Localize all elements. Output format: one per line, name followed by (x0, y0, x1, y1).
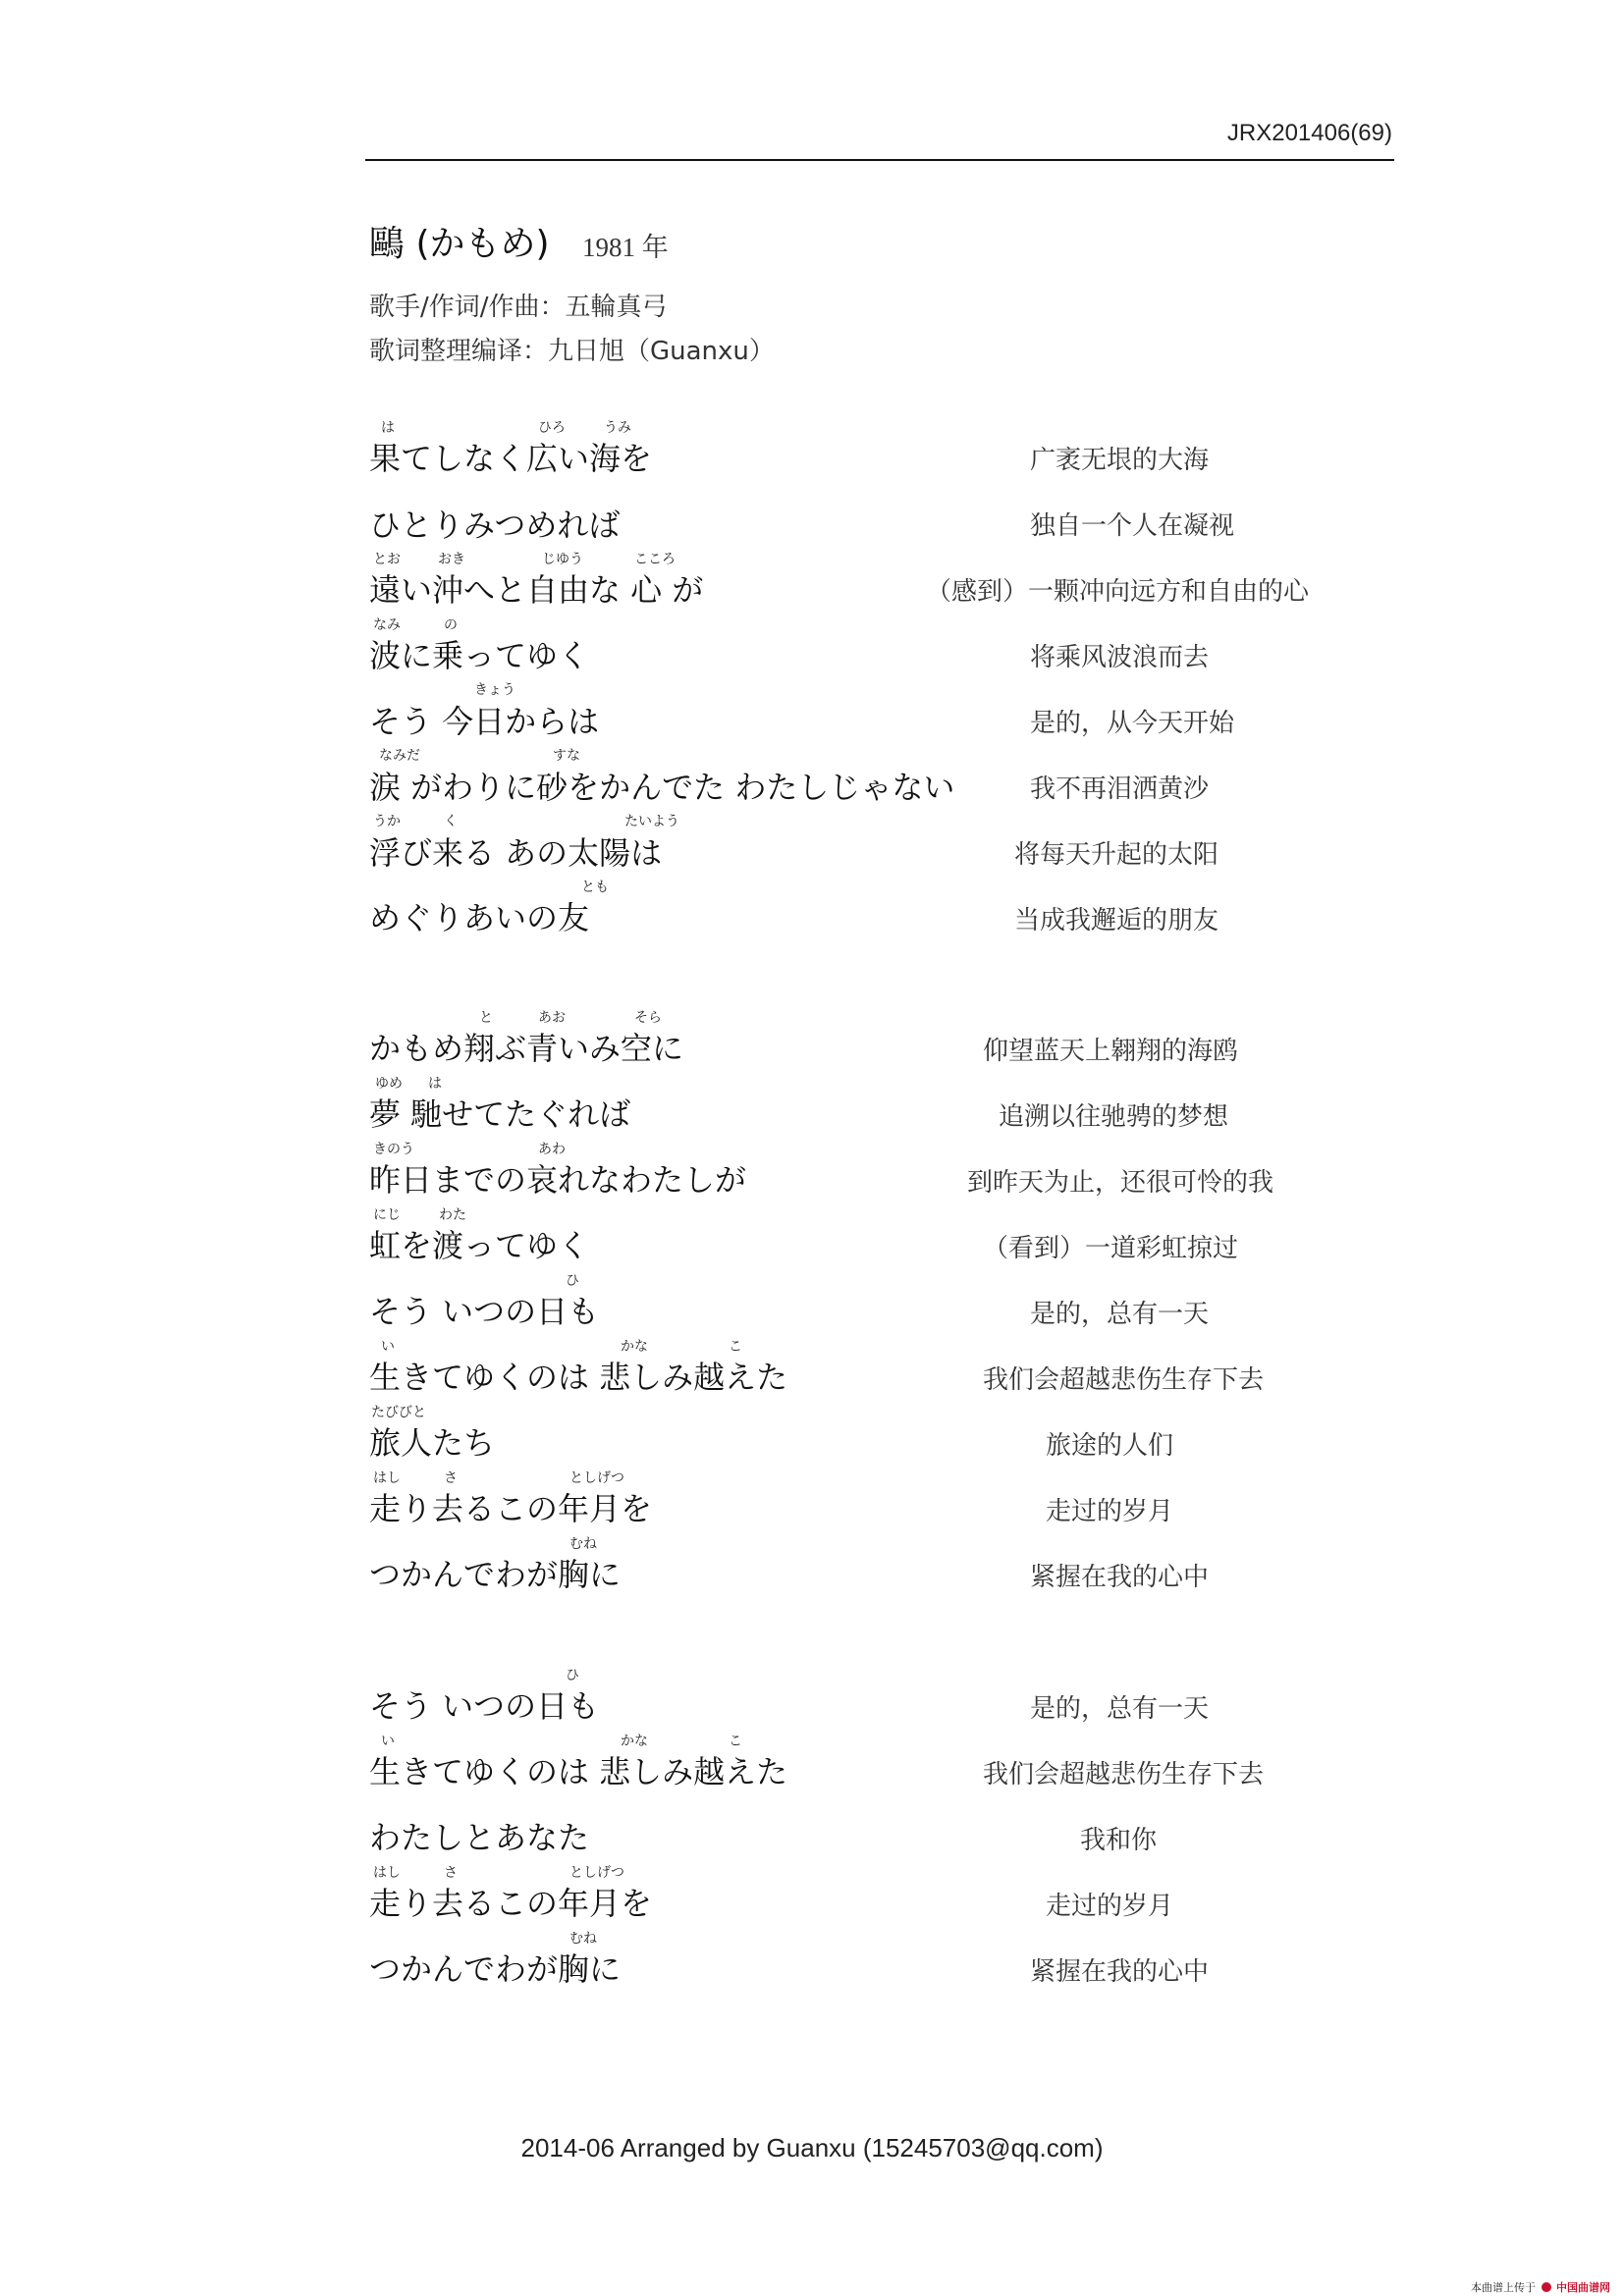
lyric-zh: 我不再泪洒黄沙 (1030, 774, 1210, 804)
lyric-zh: 将每天升起的太阳 (1014, 840, 1219, 870)
lyric-ja: 涙 がわりに砂をかんでた わたしじゃない (369, 769, 955, 806)
lyric-zh: 我们会超越悲伤生存下去 (983, 1365, 1265, 1395)
header-rule (365, 159, 1394, 161)
ruby-annotation: はし (373, 1470, 401, 1486)
lyric-zh: 是的，从今天开始 (1030, 709, 1235, 738)
ruby-annotation: こころ (634, 552, 676, 567)
lyric-zh: 走过的岁月 (1046, 1497, 1174, 1526)
ruby-annotation: むね (569, 1536, 597, 1552)
ruby-annotation: は (428, 1076, 442, 1092)
ruby-annotation: すな (553, 748, 580, 764)
site-logo-icon (1542, 2282, 1551, 2292)
lyric-zh: 我们会超越悲伤生存下去 (983, 1760, 1265, 1789)
lyric-zh: 到昨天为止，还很可怜的我 (967, 1168, 1274, 1198)
ruby-annotation: としげつ (569, 1470, 624, 1486)
ruby-annotation: きのう (373, 1142, 414, 1157)
ruby-annotation: の (444, 617, 458, 633)
ruby-annotation: こ (729, 1339, 742, 1355)
lyric-zh: 独自一个人在凝视 (1030, 511, 1235, 541)
ruby-annotation: じゆう (542, 552, 583, 567)
ruby-annotation: かな (621, 1339, 648, 1355)
lyric-ja: めぐりあいの友 (369, 899, 590, 936)
site-name: 中国曲谱网 (1556, 2281, 1610, 2294)
lyric-ja: そう いつの日も (369, 1293, 600, 1330)
lyric-ja: 昨日までの哀れなわたしが (369, 1161, 747, 1199)
ruby-annotation: としげつ (569, 1865, 624, 1881)
ruby-annotation: さ (444, 1865, 458, 1881)
ruby-annotation: たびびと (371, 1405, 426, 1420)
lyric-ja: 虹を渡ってゆく (369, 1227, 590, 1264)
lyric-ja: 生きてゆくのは 悲しみ越えた (369, 1753, 788, 1790)
ruby-annotation: とお (373, 552, 401, 567)
lyric-zh: 当成我邂逅的朋友 (1014, 906, 1219, 935)
ruby-annotation: なみ (373, 617, 401, 633)
lyric-zh: 广袤无垠的大海 (1030, 446, 1210, 475)
credit-translator: 歌词整理编译：九日旭（Guanxu） (369, 337, 775, 366)
lyric-zh: 紧握在我的心中 (1030, 1563, 1210, 1592)
lyric-ja: そう 今日からは (369, 703, 600, 740)
ruby-annotation: なみだ (379, 748, 420, 764)
ruby-annotation: とも (581, 880, 609, 895)
ruby-annotation: きょう (474, 682, 515, 698)
lyric-zh: 仰望蓝天上翱翔的海鸥 (983, 1037, 1239, 1066)
song-year: 1981 年 (582, 233, 669, 262)
upload-note (1471, 2279, 1610, 2295)
lyric-ja: かもめ翔ぶ青いみ空に (369, 1030, 684, 1067)
lyric-zh: 紧握在我的心中 (1030, 1957, 1210, 1987)
lyric-zh: 旅途的人们 (1046, 1431, 1174, 1461)
song-title: 鷗 (かもめ) (369, 224, 550, 264)
lyric-ja: 旅人たち (369, 1424, 496, 1462)
ruby-annotation: い (381, 1339, 395, 1355)
ruby-annotation: そら (634, 1010, 662, 1026)
lyric-ja: 走り去るこの年月を (369, 1490, 653, 1527)
lyric-ja: そう いつの日も (369, 1687, 600, 1725)
lyric-ja: つかんでわが胸に (369, 1950, 622, 1988)
ruby-annotation: く (444, 814, 458, 829)
lyric-zh: 追溯以往驰骋的梦想 (999, 1102, 1229, 1132)
ruby-annotation: わた (439, 1207, 466, 1223)
ruby-annotation: かな (621, 1734, 648, 1749)
arranged-by-footer: 2014-06 Arranged by Guanxu (15245703@qq.com) (520, 2133, 1104, 2163)
lyric-ja: ひとりみつめれば (369, 507, 621, 544)
lyric-ja: わたしとあなた (369, 1819, 590, 1856)
lyric-ja: 夢 馳せてたぐれば (369, 1095, 631, 1133)
ruby-annotation: にじ (373, 1207, 401, 1223)
ruby-annotation: こ (729, 1734, 742, 1749)
ruby-annotation: たいよう (624, 814, 679, 829)
ruby-annotation: おき (438, 552, 465, 567)
ruby-annotation: うか (373, 814, 401, 829)
lyric-ja: 浮び来る あの太陽は (369, 834, 663, 872)
upload-prefix: 本曲谱上传于 (1471, 2281, 1536, 2294)
lyric-ja: 波に乗ってゆく (369, 637, 590, 674)
ruby-annotation: ひ (566, 1668, 579, 1683)
lyric-ja: 果てしなく広い海を (369, 440, 653, 477)
lyric-zh: （感到）一颗冲向远方和自由的心 (926, 577, 1310, 607)
lyric-ja: つかんでわが胸に (369, 1556, 622, 1593)
lyric-ja: 走り去るこの年月を (369, 1885, 653, 1922)
lyric-zh: 我和你 (1080, 1826, 1158, 1855)
credit-artist: 歌手/作词/作曲：五輪真弓 (369, 293, 668, 322)
lyric-zh: 走过的岁月 (1046, 1892, 1174, 1921)
ruby-annotation: ゆめ (375, 1076, 403, 1092)
ruby-annotation: うみ (604, 420, 631, 436)
lyric-ja: 生きてゆくのは 悲しみ越えた (369, 1359, 788, 1396)
ruby-annotation: あお (538, 1010, 566, 1026)
ruby-annotation: は (381, 420, 395, 436)
ruby-annotation: はし (373, 1865, 401, 1881)
lyric-zh: 是的，总有一天 (1030, 1694, 1210, 1724)
ruby-annotation: と (479, 1010, 493, 1026)
lyric-zh: 是的，总有一天 (1030, 1300, 1210, 1329)
lyric-zh: 将乘风波浪而去 (1030, 643, 1210, 672)
ruby-annotation: むね (569, 1931, 597, 1947)
ruby-annotation: ひ (566, 1273, 579, 1289)
ruby-annotation: さ (444, 1470, 458, 1486)
ruby-annotation: あわ (538, 1142, 566, 1157)
ruby-annotation: ひろ (538, 420, 566, 436)
lyric-ja: 遠い沖へと自由な 心 が (369, 571, 704, 609)
lyric-zh: （看到）一道彩虹掠过 (983, 1234, 1239, 1263)
ruby-annotation: い (381, 1734, 395, 1749)
document-id: JRX201406(69) (1226, 120, 1392, 146)
